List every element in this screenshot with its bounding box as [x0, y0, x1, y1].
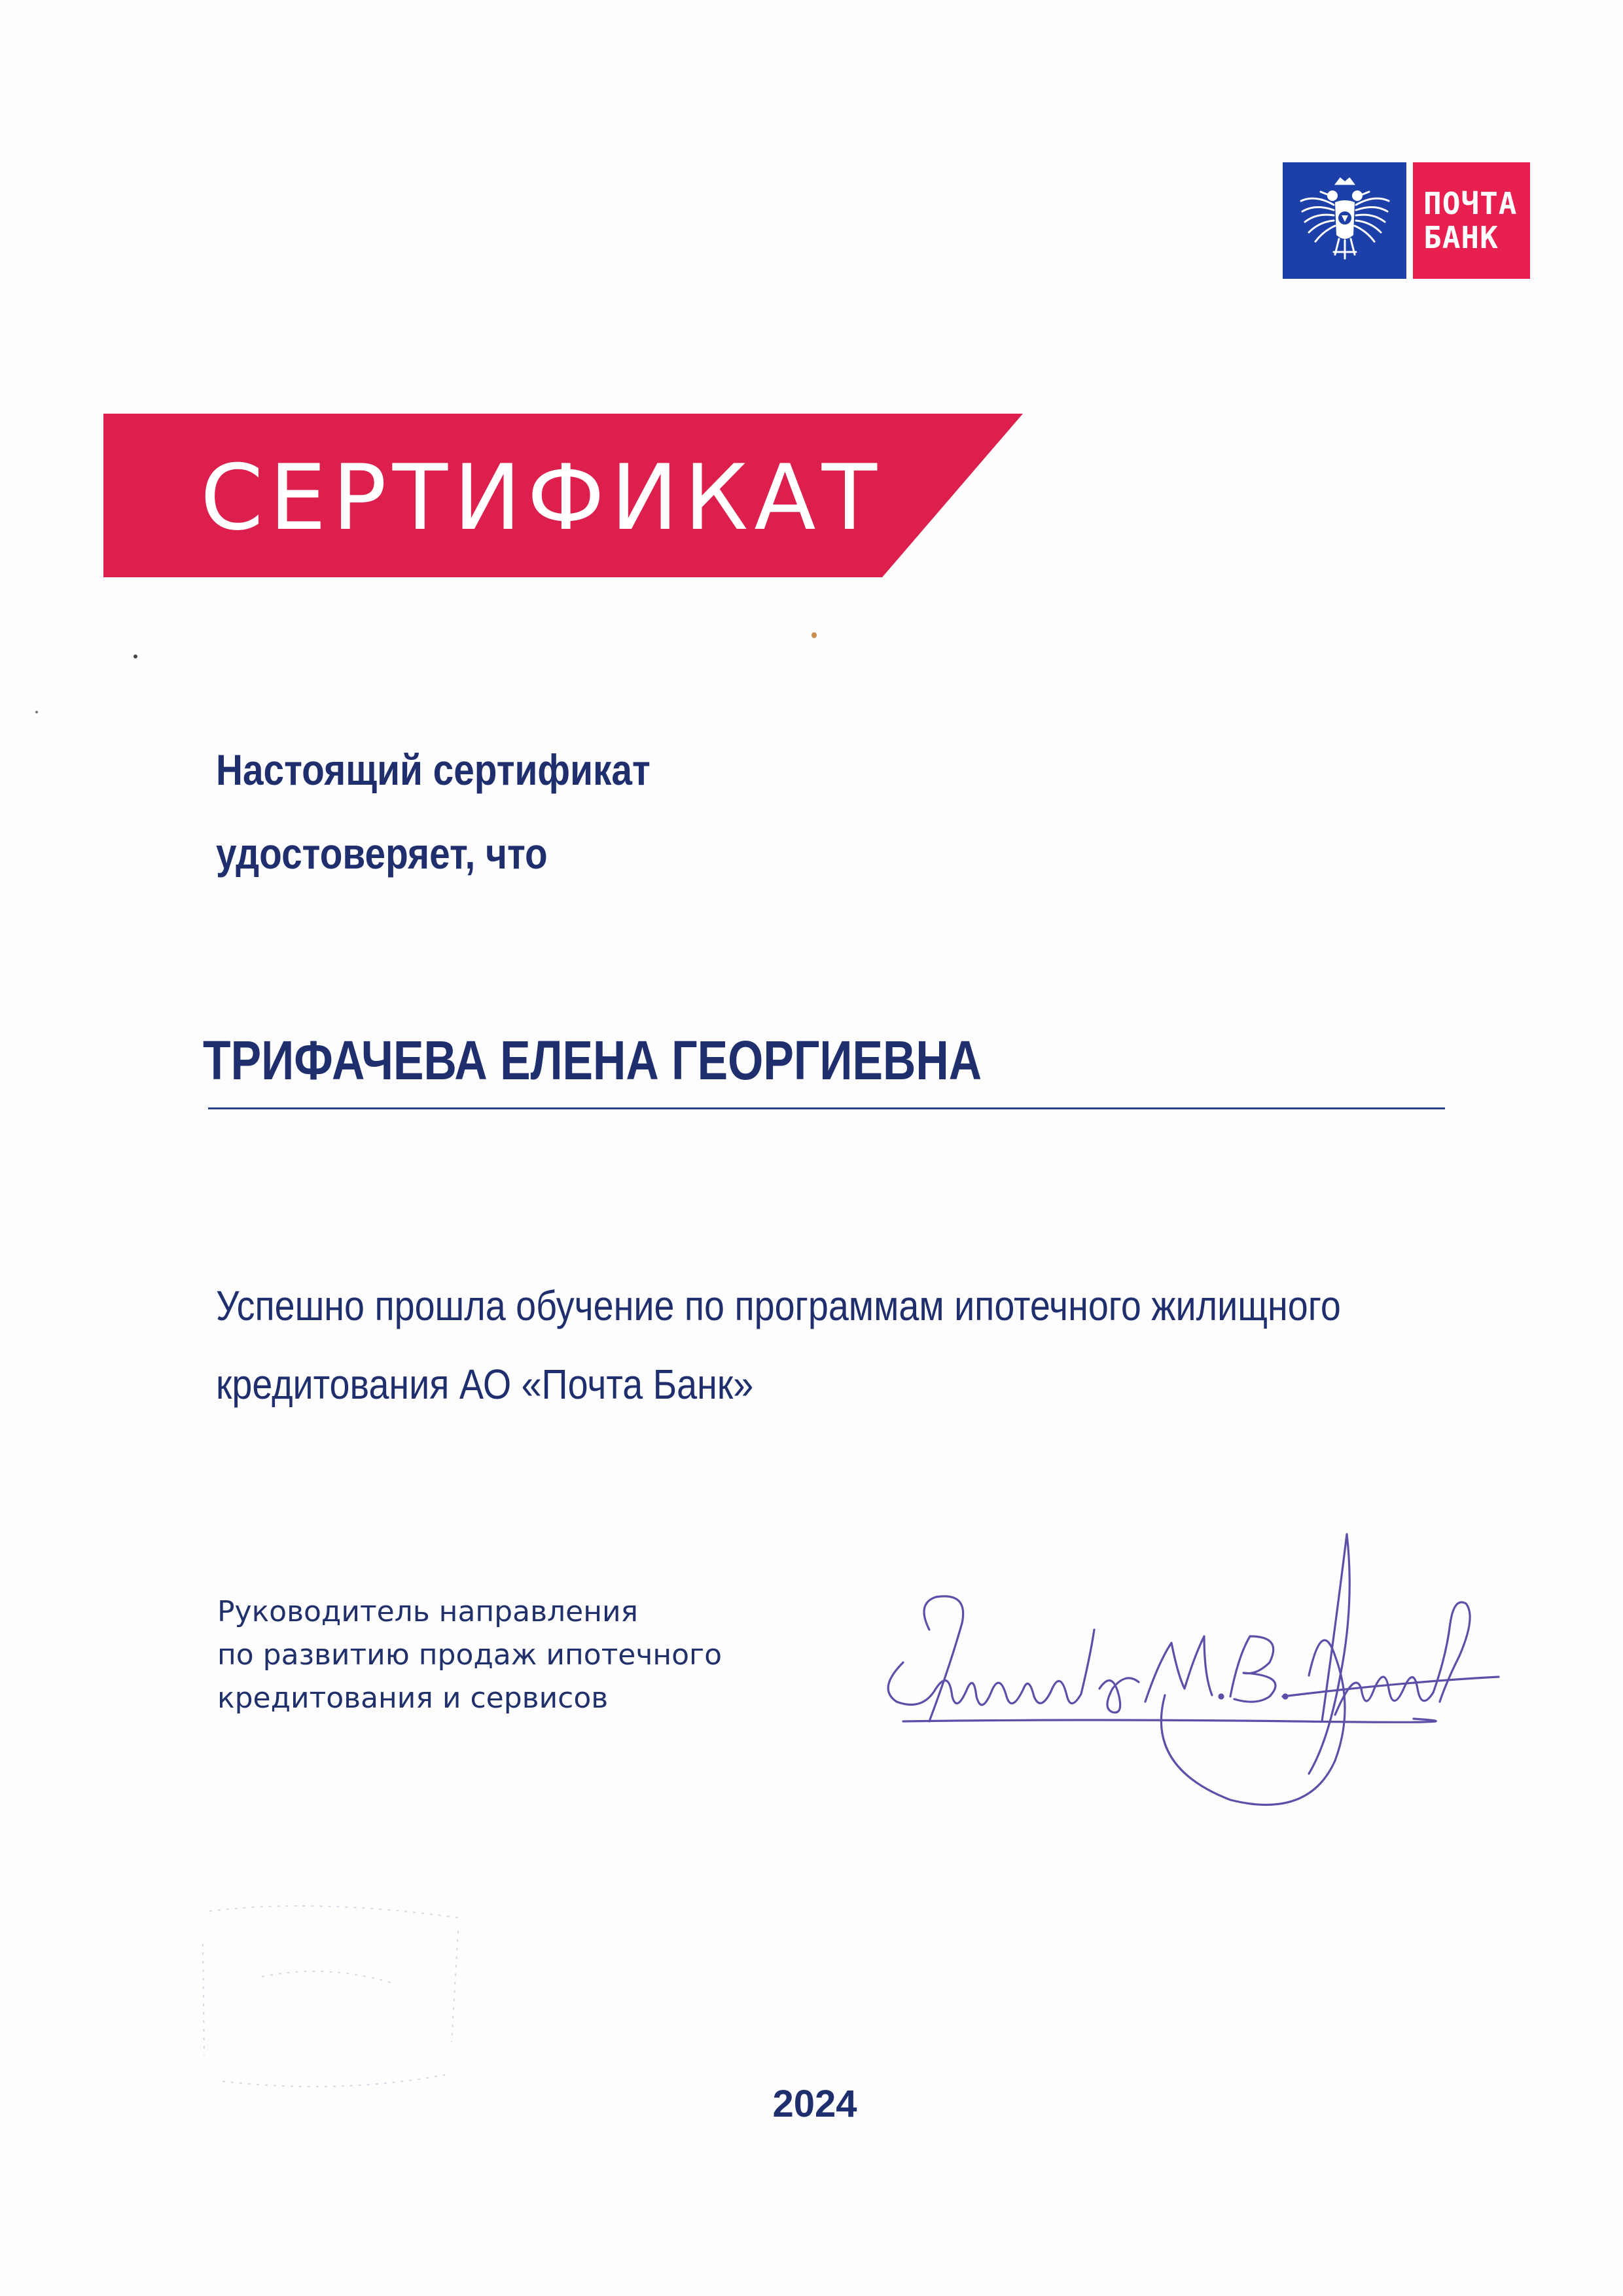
achievement-text: [216, 1266, 1341, 1424]
signer-line-2: по развитию продаж ипотечного: [217, 1638, 722, 1672]
achievement-line-1: Успешно прошла обучение по программам ипотечного жилищного: [216, 1282, 1341, 1329]
logo-text-line1: ПОЧТА: [1423, 186, 1518, 221]
achievement-line-2: кредитования АО «Почта Банк»: [216, 1361, 754, 1408]
certificate-banner: [103, 414, 1023, 577]
scan-speck: [35, 711, 38, 713]
signer-line-1: Руководитель направления: [217, 1595, 639, 1628]
certificate-year: [0, 2081, 1623, 2127]
signer-line-3: кредитования и сервисов: [217, 1681, 609, 1715]
intro-line-2: удостоверяет, что: [216, 829, 548, 878]
scan-speck: [812, 632, 817, 638]
scan-speck: [134, 655, 137, 658]
logo-wordmark: [1413, 162, 1530, 279]
recipient-name: ТРИФАЧЕВА ЕЛЕНА ГЕОРГИЕВНА: [203, 1030, 982, 1091]
year-text: 2024: [772, 2083, 857, 2125]
recipient-underline: [208, 1107, 1445, 1109]
double-headed-eagle-icon: [1283, 162, 1406, 279]
intro-text: [216, 728, 651, 895]
handwritten-signature: [838, 1525, 1525, 1820]
certificate-title: СЕРТИФИКАТ: [200, 445, 883, 550]
pochta-bank-logo: [1283, 162, 1530, 279]
intro-line-1: Настоящий сертификат: [216, 745, 651, 794]
signer-title: [217, 1590, 722, 1720]
faint-stamp-mark: [183, 1885, 484, 2101]
logo-text-line2: БАНК: [1423, 220, 1499, 255]
